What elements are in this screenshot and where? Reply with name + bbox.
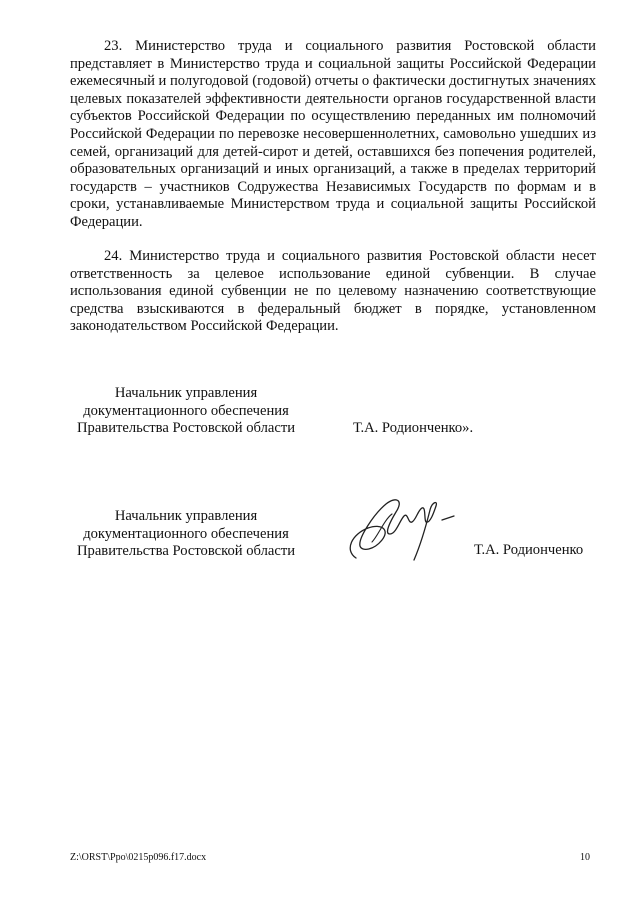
title-line-3: Правительства Ростовской области (76, 543, 296, 560)
handwritten-signature (338, 490, 458, 570)
footer-file-path: Z:\ORST\Ppo\0215p096.f17.docx (70, 852, 207, 863)
signature-title-block-2 (66, 508, 306, 561)
signature-title-block-1 (66, 385, 306, 438)
title-line-1: Начальник управления (114, 508, 258, 524)
signer-name-2: Т.А. Родионченко (474, 542, 584, 558)
signer-name-1: Т.А. Родионченко». (353, 420, 474, 436)
title-line-2: документационного обеспечения (83, 525, 289, 542)
title-line-3: Правительства Ростовской области (76, 420, 296, 437)
title-line-1: Начальник управления (114, 385, 258, 401)
paragraph-23: 23. Министерство труда и социального развития Ростовской области представляет в Министерство труда и социальной защиты Российской Федерации ежемесячный и полугодовой (годовой) отчеты о фактически достигнутых значениях целевых показателей эффективности деятельности органов государственной власти субъектов Российской Федерации по осуществлению переданных им полномочий Российской Федерации по перевозке несовершеннолетних, самовольно ушедших из семей, организаций для детей-сирот и детей, оставшихся без попечения родителей, образовательных организаций и иных организаций, а также в пределах территорий государств – участников Содружества Независимых Государств по формам и в сроки, устанавливаемые Министерством труда и социальной защиты Российской Федерации. (70, 38, 596, 230)
page-number: 10 (580, 852, 590, 863)
paragraph-24: 24. Министерство труда и социального развития Ростовской области несет ответственность за целевое использование единой субвенции. В случае использования единой субвенции не по целевому назначению соответствующие средства взыскиваются в федеральный бюджет в порядке, установленном законодательством Российской Федерации. (70, 248, 596, 335)
title-line-2: документационного обеспечения (83, 402, 289, 419)
